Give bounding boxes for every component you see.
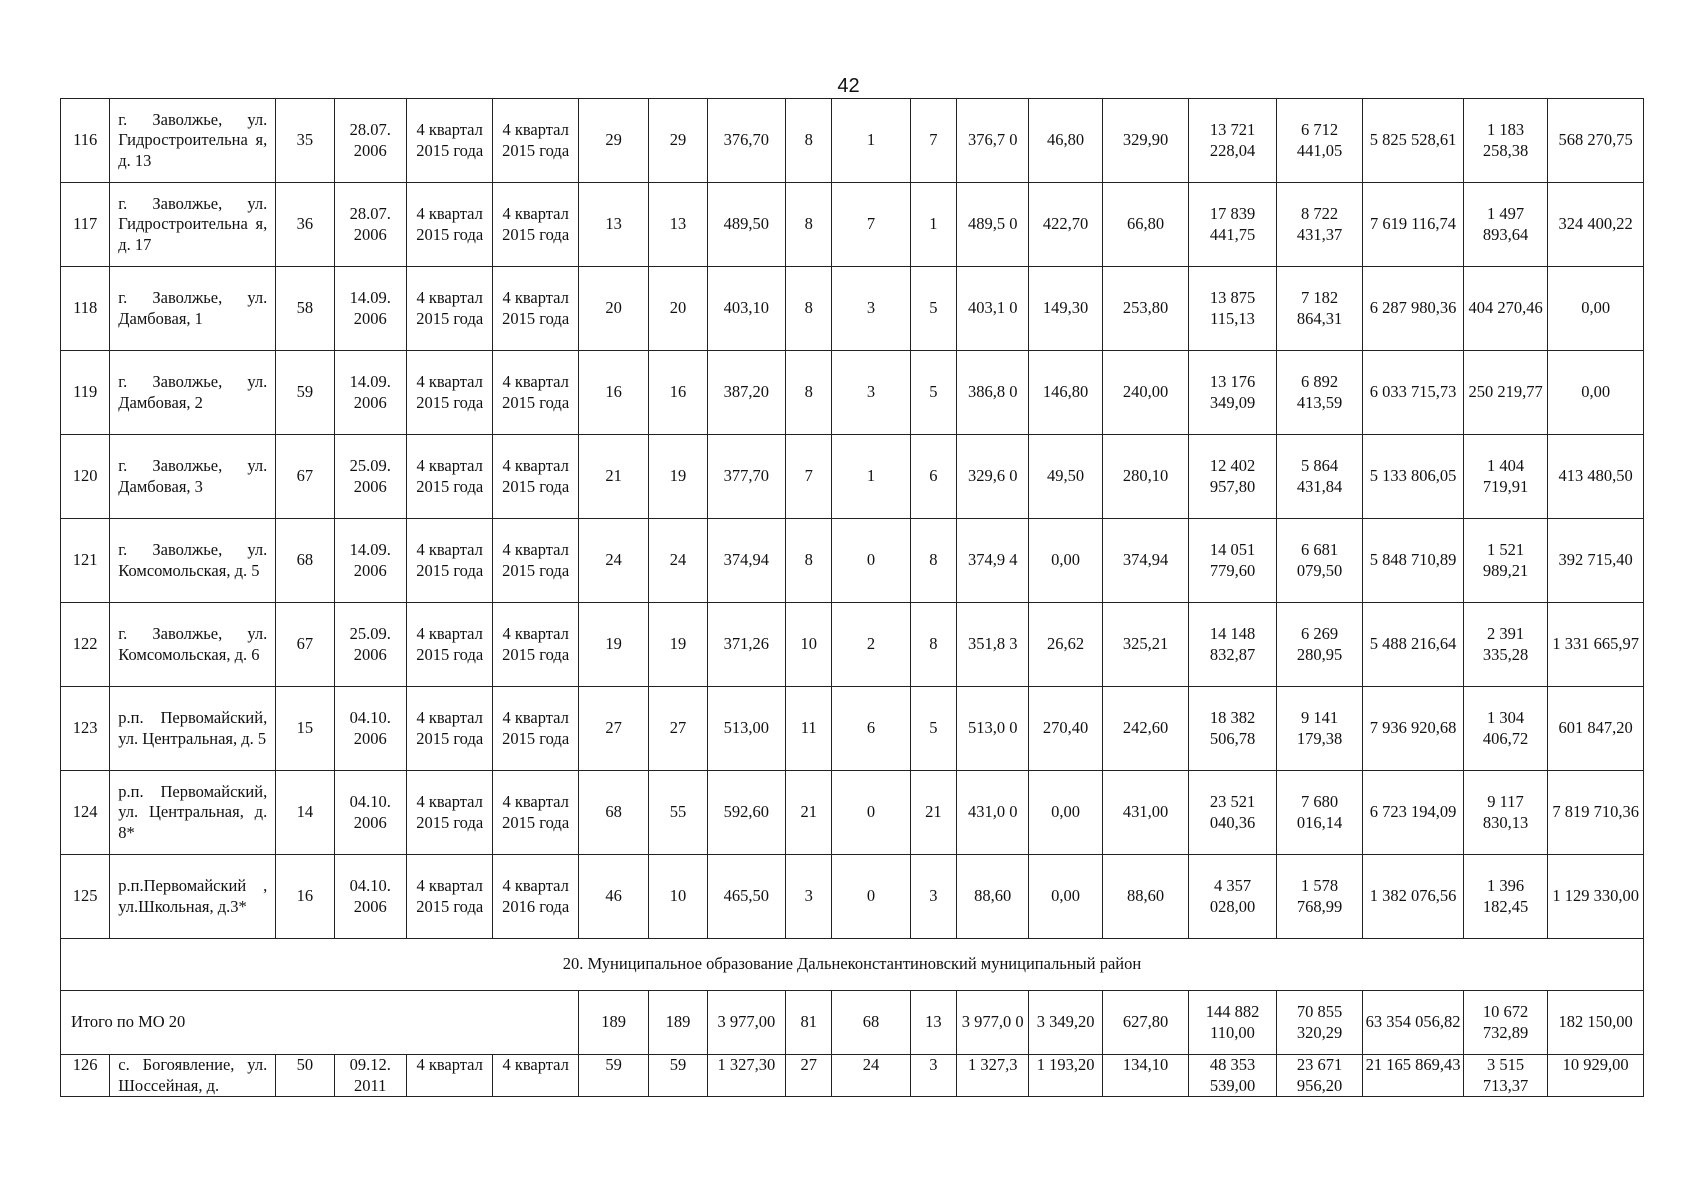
area-municipal: 325,21 — [1102, 603, 1188, 687]
residents-resettled: 59 — [649, 1055, 707, 1097]
residents-resettled: 16 — [649, 351, 707, 435]
area-resettled: 3 977,0 0 — [957, 991, 1029, 1055]
cost-local: 3 515 713,37 — [1463, 1055, 1547, 1097]
house-number: 16 — [276, 855, 334, 939]
end-date: 4 квартал 2015 года — [493, 99, 578, 183]
date: 04.10. 2006 — [334, 687, 406, 771]
area-total: 376,70 — [707, 99, 785, 183]
section-title: 20. Муниципальное образование Дальнеконстантиновский муниципальный район — [61, 939, 1644, 991]
start-date: 4 квартал 2015 года — [406, 519, 492, 603]
address: г. Заволжье, ул. Комсомольская, д. 6 — [110, 603, 276, 687]
cost-extra: 10 929,00 — [1548, 1055, 1644, 1097]
rooms-total: 7 — [786, 435, 832, 519]
area-municipal: 66,80 — [1102, 183, 1188, 267]
total-row — [61, 991, 1644, 1055]
area-resettled: 376,7 0 — [957, 99, 1029, 183]
rooms-total: 8 — [786, 183, 832, 267]
cost-total: 13 176 349,09 — [1189, 351, 1276, 435]
address: г. Заволжье, ул. Комсомольская, д. 5 — [110, 519, 276, 603]
rooms-municipal: 21 — [910, 771, 956, 855]
area-private: 26,62 — [1029, 603, 1102, 687]
rooms-municipal: 8 — [910, 519, 956, 603]
area-private: 49,50 — [1029, 435, 1102, 519]
residents-total: 68 — [578, 771, 648, 855]
date: 04.10. 2006 — [334, 771, 406, 855]
row-number: 123 — [61, 687, 110, 771]
table-row — [61, 99, 1644, 183]
rooms-private: 7 — [832, 183, 910, 267]
cost-fund: 7 182 864,31 — [1276, 267, 1362, 351]
table-row — [61, 183, 1644, 267]
area-total: 371,26 — [707, 603, 785, 687]
start-date: 4 квартал 2015 года — [406, 687, 492, 771]
cost-total: 14 148 832,87 — [1189, 603, 1276, 687]
area-total: 489,50 — [707, 183, 785, 267]
house-number: 58 — [276, 267, 334, 351]
residents-total: 46 — [578, 855, 648, 939]
rooms-municipal: 7 — [910, 99, 956, 183]
end-date: 4 квартал 2015 года — [493, 771, 578, 855]
cost-total: 14 051 779,60 — [1189, 519, 1276, 603]
cost-region: 6 723 194,09 — [1363, 771, 1464, 855]
end-date: 4 квартал 2015 года — [493, 267, 578, 351]
cost-region: 1 382 076,56 — [1363, 855, 1464, 939]
cost-local: 1 183 258,38 — [1463, 99, 1547, 183]
cost-fund: 9 141 179,38 — [1276, 687, 1362, 771]
residents-resettled: 55 — [649, 771, 707, 855]
cost-total: 13 875 115,13 — [1189, 267, 1276, 351]
area-private: 270,40 — [1029, 687, 1102, 771]
area-private: 149,30 — [1029, 267, 1102, 351]
area-total: 374,94 — [707, 519, 785, 603]
cost-local: 250 219,77 — [1463, 351, 1547, 435]
date: 25.09. 2006 — [334, 435, 406, 519]
rooms-private: 24 — [832, 1055, 910, 1097]
area-private: 0,00 — [1029, 855, 1102, 939]
rooms-total: 8 — [786, 519, 832, 603]
area-total: 1 327,30 — [707, 1055, 785, 1097]
row-number: 116 — [61, 99, 110, 183]
residents-total: 29 — [578, 99, 648, 183]
area-private: 0,00 — [1029, 519, 1102, 603]
end-date: 4 квартал 2015 года — [493, 603, 578, 687]
area-resettled: 329,6 0 — [957, 435, 1029, 519]
row-number: 122 — [61, 603, 110, 687]
area-private: 46,80 — [1029, 99, 1102, 183]
start-date: 4 квартал 2015 года — [406, 99, 492, 183]
area-private: 0,00 — [1029, 771, 1102, 855]
rooms-private: 3 — [832, 351, 910, 435]
cost-extra: 413 480,50 — [1548, 435, 1644, 519]
date: 14.09. 2006 — [334, 351, 406, 435]
address: г. Заволжье, ул. Гидростроительна я, д. 13 — [110, 99, 276, 183]
cost-local: 10 672 732,89 — [1463, 991, 1547, 1055]
area-municipal: 627,80 — [1102, 991, 1188, 1055]
address: с. Богоявление, ул. Шоссейная, д. — [110, 1055, 276, 1097]
address: г. Заволжье, ул. Дамбовая, 1 — [110, 267, 276, 351]
cost-region: 5 825 528,61 — [1363, 99, 1464, 183]
rooms-municipal: 3 — [910, 1055, 956, 1097]
cost-total: 144 882 110,00 — [1189, 991, 1276, 1055]
date: 28.07. 2006 — [334, 99, 406, 183]
house-number: 14 — [276, 771, 334, 855]
area-total: 513,00 — [707, 687, 785, 771]
residents-resettled: 10 — [649, 855, 707, 939]
cost-total: 13 721 228,04 — [1189, 99, 1276, 183]
residents-resettled: 20 — [649, 267, 707, 351]
end-date: 4 квартал — [493, 1055, 578, 1097]
area-resettled: 489,5 0 — [957, 183, 1029, 267]
start-date: 4 квартал 2015 года — [406, 267, 492, 351]
cost-local: 1 521 989,21 — [1463, 519, 1547, 603]
total-label: Итого по МО 20 — [61, 991, 579, 1055]
cost-region: 5 848 710,89 — [1363, 519, 1464, 603]
rooms-private: 0 — [832, 519, 910, 603]
cost-extra: 7 819 710,36 — [1548, 771, 1644, 855]
house-number: 68 — [276, 519, 334, 603]
area-municipal: 240,00 — [1102, 351, 1188, 435]
house-number: 59 — [276, 351, 334, 435]
area-total: 592,60 — [707, 771, 785, 855]
cost-region: 5 133 806,05 — [1363, 435, 1464, 519]
rooms-private: 68 — [832, 991, 910, 1055]
rooms-municipal: 1 — [910, 183, 956, 267]
end-date: 4 квартал 2016 года — [493, 855, 578, 939]
residents-total: 20 — [578, 267, 648, 351]
row-number: 125 — [61, 855, 110, 939]
row-number: 124 — [61, 771, 110, 855]
area-municipal: 329,90 — [1102, 99, 1188, 183]
residents-total: 13 — [578, 183, 648, 267]
house-number: 67 — [276, 603, 334, 687]
start-date: 4 квартал 2015 года — [406, 771, 492, 855]
cost-fund: 6 269 280,95 — [1276, 603, 1362, 687]
area-resettled: 1 327,3 — [957, 1055, 1029, 1097]
start-date: 4 квартал 2015 года — [406, 435, 492, 519]
residents-resettled: 189 — [649, 991, 707, 1055]
rooms-total: 21 — [786, 771, 832, 855]
area-total: 465,50 — [707, 855, 785, 939]
area-private: 3 349,20 — [1029, 991, 1102, 1055]
row-number: 126 — [61, 1055, 110, 1097]
residents-resettled: 27 — [649, 687, 707, 771]
area-resettled: 431,0 0 — [957, 771, 1029, 855]
table-row — [61, 519, 1644, 603]
house-number: 15 — [276, 687, 334, 771]
cost-fund: 1 578 768,99 — [1276, 855, 1362, 939]
residents-resettled: 13 — [649, 183, 707, 267]
area-municipal: 134,10 — [1102, 1055, 1188, 1097]
residents-total: 189 — [578, 991, 648, 1055]
start-date: 4 квартал — [406, 1055, 492, 1097]
address: г. Заволжье, ул. Дамбовая, 3 — [110, 435, 276, 519]
cost-region: 5 488 216,64 — [1363, 603, 1464, 687]
address: г. Заволжье, ул. Дамбовая, 2 — [110, 351, 276, 435]
house-number: 50 — [276, 1055, 334, 1097]
cost-total: 48 353 539,00 — [1189, 1055, 1276, 1097]
cost-extra: 601 847,20 — [1548, 687, 1644, 771]
area-resettled: 88,60 — [957, 855, 1029, 939]
area-municipal: 280,10 — [1102, 435, 1188, 519]
cost-local: 9 117 830,13 — [1463, 771, 1547, 855]
area-resettled: 351,8 3 — [957, 603, 1029, 687]
area-total: 3 977,00 — [707, 991, 785, 1055]
section-row — [61, 939, 1644, 991]
date: 28.07. 2006 — [334, 183, 406, 267]
residents-resettled: 24 — [649, 519, 707, 603]
cost-fund: 70 855 320,29 — [1276, 991, 1362, 1055]
cost-extra: 0,00 — [1548, 267, 1644, 351]
date: 14.09. 2006 — [334, 267, 406, 351]
end-date: 4 квартал 2015 года — [493, 519, 578, 603]
cost-total: 17 839 441,75 — [1189, 183, 1276, 267]
rooms-private: 0 — [832, 771, 910, 855]
table-row — [61, 603, 1644, 687]
cost-extra: 324 400,22 — [1548, 183, 1644, 267]
cost-total: 4 357 028,00 — [1189, 855, 1276, 939]
area-municipal: 431,00 — [1102, 771, 1188, 855]
cost-extra: 1 129 330,00 — [1548, 855, 1644, 939]
cost-fund: 6 681 079,50 — [1276, 519, 1362, 603]
table-row — [61, 855, 1644, 939]
cost-extra: 0,00 — [1548, 351, 1644, 435]
area-municipal: 253,80 — [1102, 267, 1188, 351]
cost-local: 1 404 719,91 — [1463, 435, 1547, 519]
table-row — [61, 351, 1644, 435]
row-number: 117 — [61, 183, 110, 267]
cost-fund: 23 671 956,20 — [1276, 1055, 1362, 1097]
residents-total: 27 — [578, 687, 648, 771]
table-row — [61, 1055, 1644, 1097]
cost-region: 6 287 980,36 — [1363, 267, 1464, 351]
area-total: 377,70 — [707, 435, 785, 519]
cost-total: 23 521 040,36 — [1189, 771, 1276, 855]
rooms-private: 1 — [832, 435, 910, 519]
rooms-municipal: 8 — [910, 603, 956, 687]
rooms-total: 3 — [786, 855, 832, 939]
end-date: 4 квартал 2015 года — [493, 183, 578, 267]
cost-local: 1 304 406,72 — [1463, 687, 1547, 771]
date: 09.12. 2011 — [334, 1055, 406, 1097]
area-resettled: 386,8 0 — [957, 351, 1029, 435]
start-date: 4 квартал 2015 года — [406, 183, 492, 267]
date: 04.10. 2006 — [334, 855, 406, 939]
cost-fund: 5 864 431,84 — [1276, 435, 1362, 519]
cost-region: 21 165 869,43 — [1363, 1055, 1464, 1097]
address: р.п. Первомайский, ул. Центральная, д. 8* — [110, 771, 276, 855]
rooms-private: 2 — [832, 603, 910, 687]
rooms-private: 1 — [832, 99, 910, 183]
table-row — [61, 435, 1644, 519]
area-resettled: 403,1 0 — [957, 267, 1029, 351]
residents-total: 59 — [578, 1055, 648, 1097]
rooms-municipal: 5 — [910, 687, 956, 771]
house-number: 36 — [276, 183, 334, 267]
rooms-municipal: 3 — [910, 855, 956, 939]
cost-region: 63 354 056,82 — [1363, 991, 1464, 1055]
row-number: 119 — [61, 351, 110, 435]
cost-local: 404 270,46 — [1463, 267, 1547, 351]
area-municipal: 374,94 — [1102, 519, 1188, 603]
residents-total: 19 — [578, 603, 648, 687]
date: 25.09. 2006 — [334, 603, 406, 687]
rooms-total: 10 — [786, 603, 832, 687]
residents-total: 21 — [578, 435, 648, 519]
row-number: 118 — [61, 267, 110, 351]
residents-resettled: 29 — [649, 99, 707, 183]
cost-extra: 392 715,40 — [1548, 519, 1644, 603]
cost-fund: 6 712 441,05 — [1276, 99, 1362, 183]
end-date: 4 квартал 2015 года — [493, 687, 578, 771]
start-date: 4 квартал 2015 года — [406, 855, 492, 939]
rooms-total: 27 — [786, 1055, 832, 1097]
rooms-total: 8 — [786, 99, 832, 183]
end-date: 4 квартал 2015 года — [493, 351, 578, 435]
address: р.п.Первомайский , ул.Школьная, д.3* — [110, 855, 276, 939]
cost-total: 12 402 957,80 — [1189, 435, 1276, 519]
table-row — [61, 687, 1644, 771]
cost-extra: 568 270,75 — [1548, 99, 1644, 183]
area-municipal: 242,60 — [1102, 687, 1188, 771]
area-total: 403,10 — [707, 267, 785, 351]
cost-total: 18 382 506,78 — [1189, 687, 1276, 771]
cost-region: 6 033 715,73 — [1363, 351, 1464, 435]
end-date: 4 квартал 2015 года — [493, 435, 578, 519]
area-total: 387,20 — [707, 351, 785, 435]
house-number: 67 — [276, 435, 334, 519]
residents-resettled: 19 — [649, 435, 707, 519]
area-resettled: 513,0 0 — [957, 687, 1029, 771]
cost-fund: 6 892 413,59 — [1276, 351, 1362, 435]
address: г. Заволжье, ул. Гидростроительна я, д. 17 — [110, 183, 276, 267]
row-number: 121 — [61, 519, 110, 603]
cost-local: 1 396 182,45 — [1463, 855, 1547, 939]
address: р.п. Первомайский, ул. Центральная, д. 5 — [110, 687, 276, 771]
area-private: 146,80 — [1029, 351, 1102, 435]
rooms-total: 81 — [786, 991, 832, 1055]
cost-extra: 182 150,00 — [1548, 991, 1644, 1055]
residents-total: 16 — [578, 351, 648, 435]
housing-table — [60, 98, 1644, 1097]
cost-extra: 1 331 665,97 — [1548, 603, 1644, 687]
cost-local: 1 497 893,64 — [1463, 183, 1547, 267]
start-date: 4 квартал 2015 года — [406, 603, 492, 687]
house-number: 35 — [276, 99, 334, 183]
cost-fund: 7 680 016,14 — [1276, 771, 1362, 855]
rooms-municipal: 5 — [910, 267, 956, 351]
residents-resettled: 19 — [649, 603, 707, 687]
page-number: 42 — [837, 75, 860, 97]
table-row — [61, 267, 1644, 351]
rooms-total: 8 — [786, 267, 832, 351]
row-number: 120 — [61, 435, 110, 519]
area-resettled: 374,9 4 — [957, 519, 1029, 603]
rooms-private: 0 — [832, 855, 910, 939]
rooms-municipal: 5 — [910, 351, 956, 435]
rooms-total: 8 — [786, 351, 832, 435]
area-private: 1 193,20 — [1029, 1055, 1102, 1097]
cost-region: 7 936 920,68 — [1363, 687, 1464, 771]
area-municipal: 88,60 — [1102, 855, 1188, 939]
rooms-private: 6 — [832, 687, 910, 771]
start-date: 4 квартал 2015 года — [406, 351, 492, 435]
date: 14.09. 2006 — [334, 519, 406, 603]
cost-region: 7 619 116,74 — [1363, 183, 1464, 267]
rooms-private: 3 — [832, 267, 910, 351]
rooms-municipal: 13 — [910, 991, 956, 1055]
residents-total: 24 — [578, 519, 648, 603]
rooms-total: 11 — [786, 687, 832, 771]
rooms-municipal: 6 — [910, 435, 956, 519]
table-row — [61, 771, 1644, 855]
cost-fund: 8 722 431,37 — [1276, 183, 1362, 267]
cost-local: 2 391 335,28 — [1463, 603, 1547, 687]
area-private: 422,70 — [1029, 183, 1102, 267]
